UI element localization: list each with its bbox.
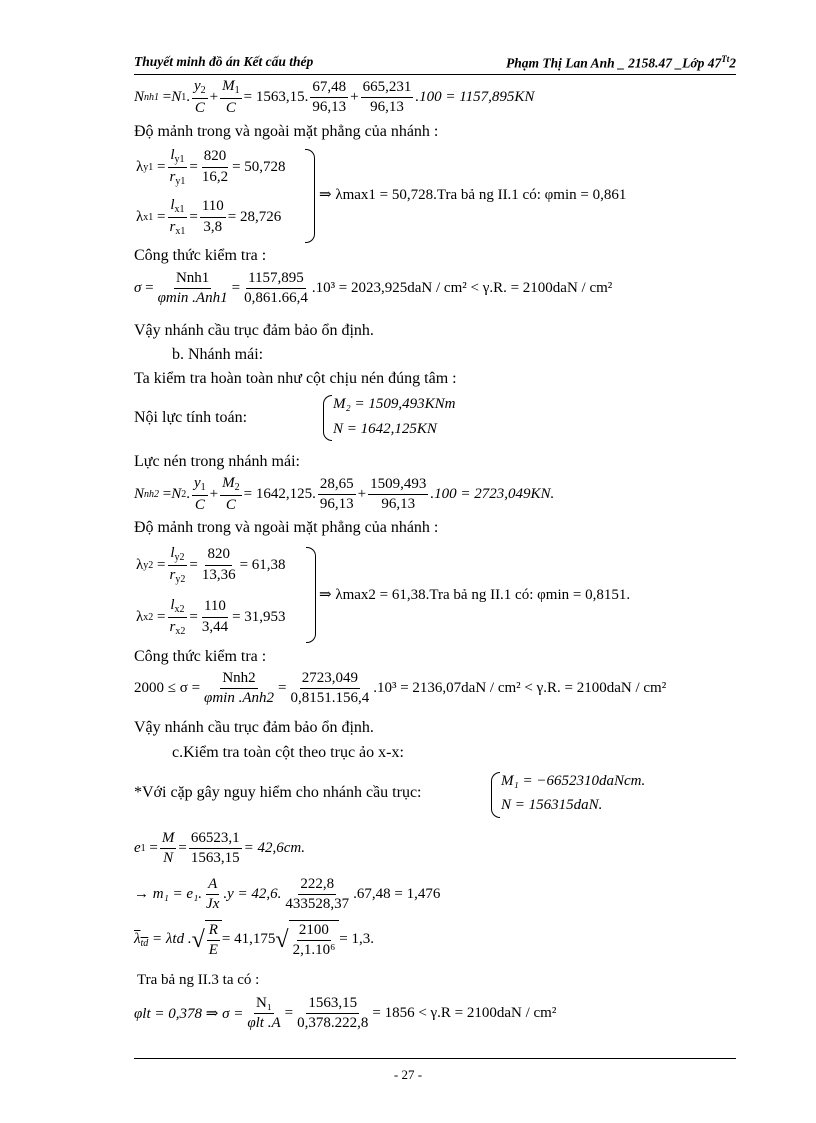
text-do-manh-2: Độ mảnh trong và ngoài mặt phẳng của nhánh : xyxy=(134,519,439,536)
eq-sigma-1: σ = $\frac{\text{Nnh1}}{\text{φmin .Anh1}}$ = $\frac{1157,895}{0,861.66,4}$ .10³ = 2023,925daN / cm² < γ.R. = 2100daN / cm² xyxy=(134,270,613,307)
header-rule xyxy=(134,74,736,75)
eq-sigma-2: 2000 ≤ σ = $\frac{\text{Nnh2}}{\text{φmin .Anh2}}$ = $\frac{2723,049}{0,8151.156,4}$ .10³ = 2136,07daN / cm² < γ.R. = 2100daN / cm² xyxy=(134,670,667,707)
eq-n: N = 1642,125KN xyxy=(333,421,437,437)
eq-lambda-max1: ⇒ λmax1 = 50,728.Tra bả ng II.1 có: φmin = 0,861 xyxy=(319,187,627,203)
section-b-title: b. Nhánh mái: xyxy=(172,346,264,363)
eq-lambda-td: $\lambda_{td}$ = λtd . √ $\frac{R}{E}$ = 41,175 √ $\frac{2100}{\text{2,1.10⁶}}$ = 1,3. xyxy=(134,922,375,959)
eq-e1: e 1 = $\frac{M}{N}$ = $\frac{66523,1}{1563,15}$ = 42,6cm. xyxy=(134,830,305,867)
eq-phi-lt: φlt = 0,378 ⇒ σ = $\frac{\text{N₁}}{\text{φlt .A}}$ = $\frac{1563,15}{0,378.222,8}$ = 1856 < γ.R = 2100daN / cm² xyxy=(134,995,557,1032)
footer-rule xyxy=(134,1058,736,1059)
page-number: - 27 - xyxy=(393,1067,423,1082)
header-author: Phạm Thị Lan Anh _ 2158.47 _Lớp $47^{Tt}2$ xyxy=(505,54,736,71)
text-vay-1: Vậy nhánh cầu trục đảm bảo ổn định. xyxy=(134,322,374,339)
eq-m2: M₂ = 1509,493KNm xyxy=(333,396,456,412)
eq-lambda-x1: λ x1 = $\frac{l_{x1}}{r_{x1}}$ = $\frac{110}{3,8}$ = 28,726 xyxy=(136,197,282,237)
brace-right-1 xyxy=(305,149,315,243)
eq-n2: N = 156315daN. xyxy=(501,797,603,813)
text-luc-nen: Lực nén trong nhánh mái: xyxy=(134,453,300,470)
text-do-manh-1: Độ mảnh trong và ngoài mặt phẳng của nhánh : xyxy=(134,123,439,140)
text-voi-cap: *Với cặp gây nguy hiểm cho nhánh cầu trục: xyxy=(134,784,422,801)
text-cong-thuc-2: Công thức kiểm tra : xyxy=(134,648,267,665)
eq-lambda-y2: λ y2 = $\frac{l_{y2}}{r_{y2}}$ = $\frac{820}{13,36}$ = 61,38 xyxy=(136,545,286,585)
text-vay-2: Vậy nhánh cầu trục đảm bảo ổn định. xyxy=(134,719,374,736)
text-noi-luc: Nội lực tính toán: xyxy=(134,409,248,426)
eq-lambda-max2: ⇒ λmax2 = 61,38.Tra bả ng II.1 có: φmin = 0,8151. xyxy=(319,587,631,603)
text-tra-bang: Tra bả ng II.3 ta có : xyxy=(137,972,260,988)
brace-left-1 xyxy=(323,395,332,441)
eq-lambda-y1: λ y1 = $\frac{l_{y1}}{r_{y1}}$ = $\frac{820}{16,2}$ = 50,728 xyxy=(136,147,286,187)
section-c-title: c.Kiểm tra toàn cột theo trục ảo x-x: xyxy=(172,744,404,761)
eq-m1-calc: → m₁ = e₁. $\frac{A}{Jx}$ .y = 42,6. $\frac{222,8}{433528,37}$ .67,48 = 1,476 xyxy=(134,876,441,913)
eq-n-nh2: N nh2 = N 2 . $\frac{y_1}{C}$ + $\frac{M_2}{C}$ = 1642,125. $\frac{28,65}{96,13}$ + $\frac{1509,493}{96,13}$ .100 = 2723,049KN. xyxy=(134,475,555,513)
brace-left-2 xyxy=(491,772,500,818)
eq-m1: M₁ = −6652310daNcm. xyxy=(501,773,646,789)
header-title: Thuyết minh đồ án Kết cấu thép xyxy=(134,54,314,69)
brace-right-2 xyxy=(306,547,316,643)
page-header xyxy=(134,54,736,74)
eq-n-nh1: N nh1 = N 1 . $\frac{y_2}{C}$ + $\frac{M_1}{C}$ = 1563,15. $\frac{67,48}{96,13}$ + $\frac{665,231}{96,13}$ .100 = 1157,895KN xyxy=(134,78,535,116)
text-cong-thuc-1: Công thức kiểm tra : xyxy=(134,247,267,264)
eq-lambda-x2: λ x2 = $\frac{l_{x2}}{r_{x2}}$ = $\frac{110}{3,44}$ = 31,953 xyxy=(136,597,286,637)
text-ta-kiem-tra: Ta kiểm tra hoàn toàn như cột chịu nén đúng tâm : xyxy=(134,370,457,387)
